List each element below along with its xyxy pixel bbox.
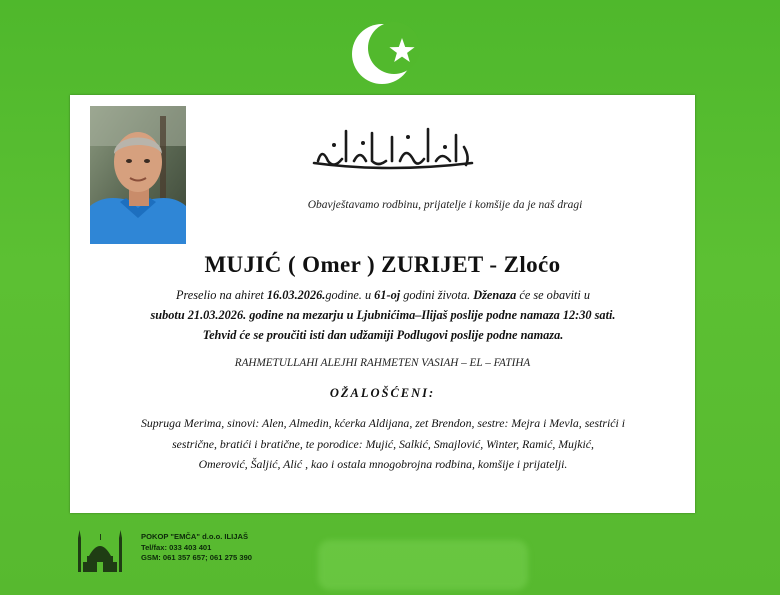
- company-gsm: GSM: 061 357 657; 061 275 390: [141, 553, 253, 562]
- mourners-list: [88, 413, 678, 475]
- details-line-3: Tehvid će se proučiti isti dan udžamiji Podlugovi poslije podne namaza.: [202, 328, 564, 342]
- crescent-star-icon: [352, 18, 424, 88]
- mourners-line: sestrične, bratići i bratične, te porodice: Mujić, Salkić, Smajlović, Winter, Ramić, Mujkić,: [172, 436, 594, 451]
- mosque-icon: [75, 528, 125, 574]
- photo-glare: [318, 540, 528, 590]
- mourners-heading: OŽALOŠĆENI:: [329, 386, 436, 400]
- mourners-line: Supruga Merima, sinovi: Alen, Almedin, kćerka Aldijana, zet Brendon, sestre: Mejra i Mevla, sestrići i: [140, 416, 626, 430]
- company-telfax: Tel/fax: 033 403 401: [141, 542, 212, 552]
- funeral-company-info: [141, 532, 252, 564]
- deceased-photo: [90, 106, 186, 244]
- details-line-2: subotu 21.03.2026. godine na mezarju u Ljubnićima–Ilijaš poslije podne namaza 12:30 sati.: [150, 308, 616, 322]
- company-name: POKOP "EMČA" d.o.o. ILIJAŠ: [141, 532, 249, 541]
- details-line-1: Preselio na ahiret 16.03.2026.godine. u 61-oj godini života. Dženaza će se obaviti u: [175, 288, 591, 302]
- mourners-line: Omerović, Šaljić, Alić , kao i ostala mnogobrojna rodbina, komšije i prijatelji.: [198, 457, 568, 471]
- arabic-calligraphy: [308, 117, 478, 175]
- deceased-name: MUJIĆ ( Omer ) ZURIJET - Zloćo: [204, 252, 561, 277]
- obituary-sheet: [70, 95, 695, 513]
- rahmet-line: RAHMETULLAHI ALEJHI RAHMETEN VASIAH – EL – FATIHA: [234, 357, 531, 369]
- funeral-details: [98, 285, 668, 345]
- announcement-text: Obavještavamo rodbinu, prijatelje i komšije da je naš dragi: [307, 199, 583, 211]
